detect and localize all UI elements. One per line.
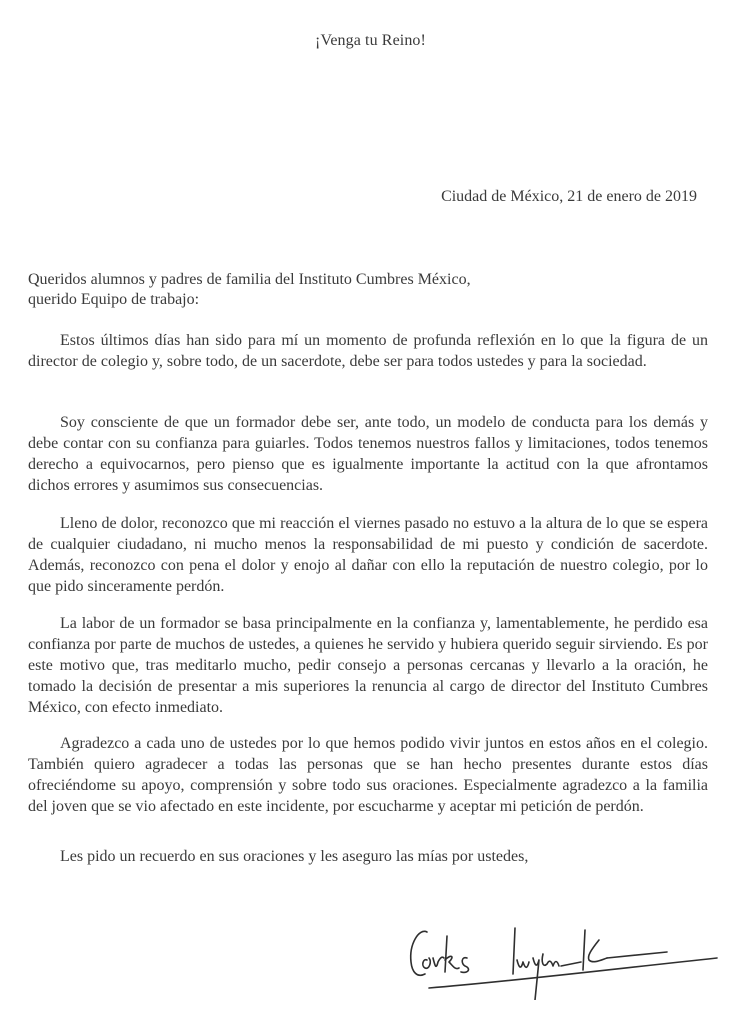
paragraph-gratitude: Agradezco a cada uno de ustedes por lo que hemos podido vivir juntos en estos años en el colegio. También quiero agradecer a todas las personas que se han hecho presentes durante estos días ofreciéndome su apoyo, comprensión y sobre todo sus oraciones. Especialmente agradezco a la familia del joven que se vio afectado en este incidente, por escucharme y aceptar mi petición de perdón. [28,735,708,815]
salutation-line-1: Queridos alumnos y padres de familia del Instituto Cumbres México, [28,271,471,288]
letter-closing: Les pido un recuerdo en sus oraciones y les aseguro las mías por ustedes, [60,848,529,865]
salutation-line-2: querido Equipo de trabajo: [28,291,200,308]
paragraph-apology: Lleno de dolor, reconozco que mi reacción el viernes pasado no estuvo a la altura de lo que se espera de cualquier ciudadano, ni mucho menos la responsabilidad de mi puesto y condición de sacerdote. Además, reconozco con pena el dolor y enojo al dañar con ello la reputación de nuestro colegio, por lo que pido sinceramente perdón. [28,515,708,595]
paragraph-role-model: Soy consciente de que un formador debe ser, ante todo, un modelo de conducta para los demás y debe contar con su confianza para guiarles. Todos tenemos nuestros fallos y limitaciones, todos tenemos derecho a equivocarnos, pero pienso que es igualmente importante la actitud con la que afrontamos dichos errores y asumimos sus consecuencias. [28,414,708,494]
letter-salutation [28,270,471,310]
letter-dateline: Ciudad de México, 21 de enero de 2019 [441,188,697,205]
paragraph-reflection: Estos últimos días han sido para mí un momento de profunda reflexión en lo que la figura de un director de colegio y, sobre todo, de un sacerdote, debe ser para todos ustedes y para la sociedad. [28,332,708,370]
paragraph-resignation: La labor de un formador se basa principalmente en la confianza y, lamentablemente, he perdido esa confianza por parte de muchos de ustedes, a quienes he servido y hubiera querido seguir sirviendo. Es por este motivo que, tras meditarlo mucho, pedir consejo a personas cercanas y llevarlo a la oración, he tomado la decisión de presentar a mis superiores la renuncia al cargo de director del Instituto Cumbres México, con efecto inmediato. [28,615,708,716]
signature-image [405,910,725,1000]
letter-motto: ¡Venga tu Reino! [315,32,426,49]
